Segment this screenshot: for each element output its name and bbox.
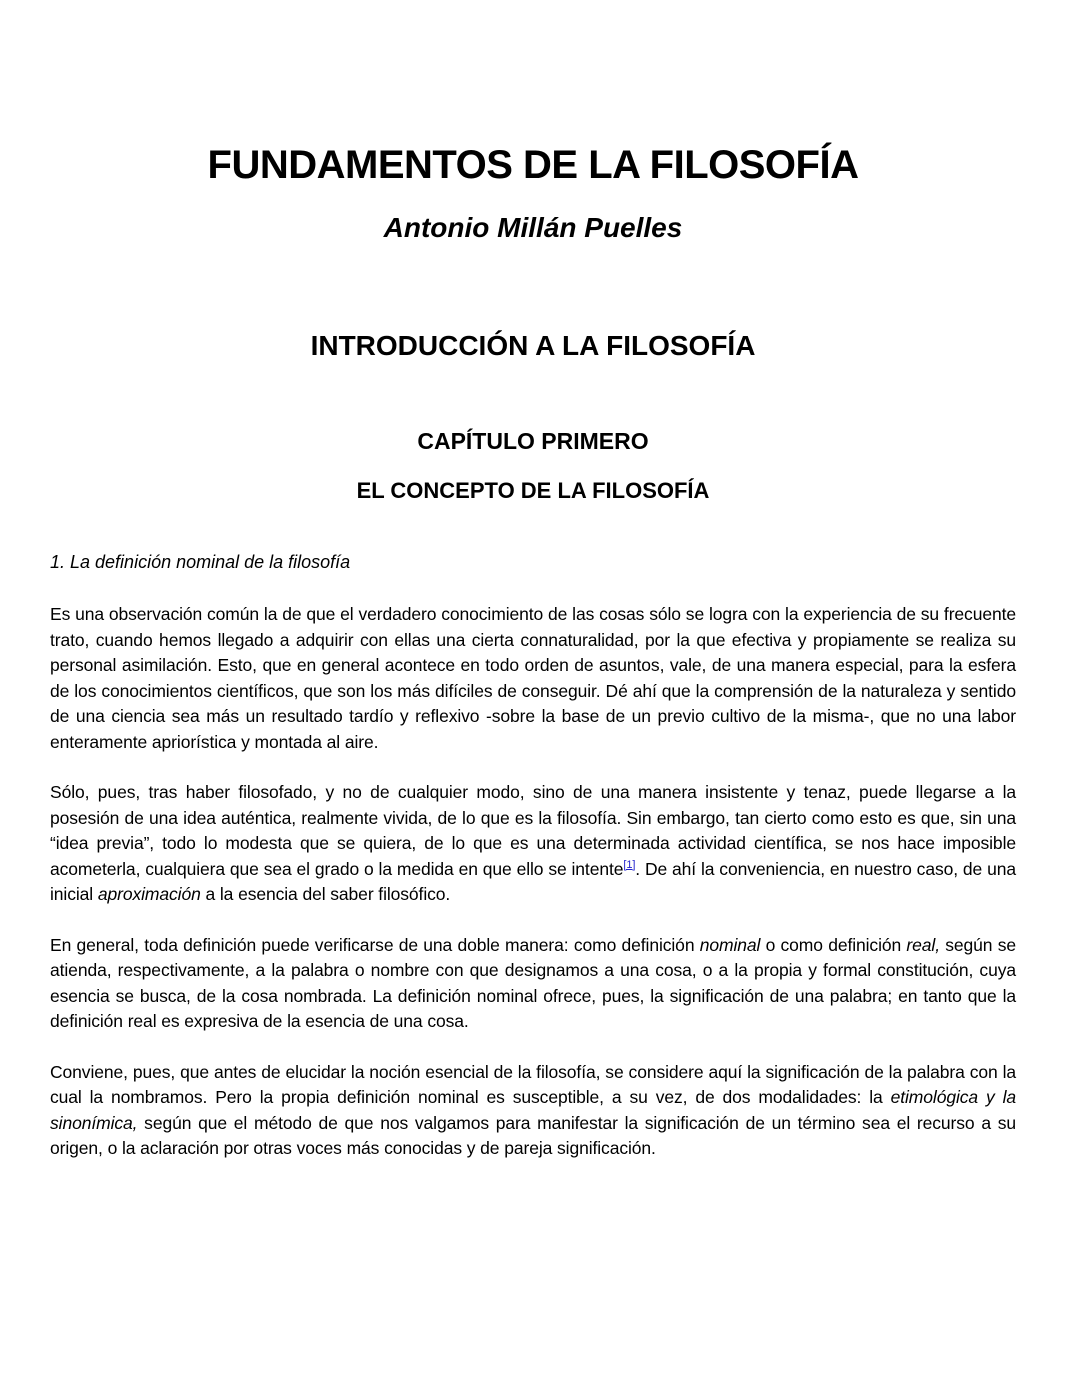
footnote-link[interactable]: [1] [623, 858, 636, 871]
body-text: . De ahí la conveniencia, en nuestro caso, de una inicial [50, 858, 1016, 904]
emphasized-text: nominal [699, 934, 761, 955]
body-text: o como definición [760, 934, 907, 955]
chapter-heading: CAPÍTULO PRIMERO [417, 428, 649, 454]
intro-heading: INTRODUCCIÓN A LA FILOSOFÍA [310, 330, 756, 361]
body-text: Conviene, pues, que antes de elucidar la noción esencial de la filosofía, se considere aquí la significación de la palabra con la cual la nombramos. Pero la propia definición nominal es susceptible, a su vez, de dos modalidades: la [50, 1061, 1016, 1107]
emphasized-text: aproximación [97, 884, 201, 904]
body-text: a la esencia del saber filosófico. [200, 884, 451, 904]
body-paragraphs [50, 602, 1016, 1162]
chapter-title: EL CONCEPTO DE LA FILOSOFÍA [356, 478, 710, 503]
document-title: FUNDAMENTOS DE LA FILOSOFÍA [207, 143, 859, 187]
body-text: En general, toda definición puede verificarse de una doble manera: como definición [50, 934, 700, 955]
paragraph [50, 602, 1016, 755]
footnote-superscript [623, 859, 635, 871]
paragraph [50, 780, 1016, 908]
emphasized-text: etimológica y la sinonímica, [50, 1087, 1017, 1133]
body-text: Es una observación común la de que el verdadero conocimiento de las cosas sólo se logra con la experiencia de su frecuente trato, cuando hemos llegado a adquirir con ellas una cierta connaturalidad, por la que efectiva y propiamente se realiza su personal asimilación. Esto, que en general acontece en todo orden de asuntos, vale, de una manera especial, para la esfera de los conocimientos científicos, que son los más difíciles de conseguir. Dé ahí que la comprensión de la naturaleza y sentido de una ciencia sea más un resultado tardío y reflexivo -sobre la base de un previo cultivo de la misma-, que no una labor enteramente apriorística y montada al aire. [50, 604, 1016, 752]
section-heading: 1. La definición nominal de la filosofía [50, 552, 351, 572]
paragraph [50, 933, 1016, 1035]
emphasized-text: real, [906, 934, 940, 955]
body-text: según que el método de que nos valgamos para manifestar la significación de un término sea el recurso a su origen, o la aclaración por otras voces más conocidas y de pareja significación. [50, 1112, 1016, 1158]
paragraph [50, 1060, 1016, 1162]
body-text: Sólo, pues, tras haber filosofado, y no de cualquier modo, sino de una manera insistente y tenaz, puede llegarse a la posesión de una idea auténtica, realmente vivida, de lo que es la filosofía. Sin embargo, tan cierto como esto es que, sin una “idea previa”, todo lo modesta que se quiera, de lo que es una determinada actividad científica, se nos hace imposible acometerla, cualquiera que sea el grado o la medida en que ello se intente [50, 782, 1016, 879]
body-text: según se atienda, respectivamente, a la palabra o nombre con que designamos a una cosa, o a la propia y formal constitución, cuya esencia se busca, de la cosa nombrada. La definición nominal ofrece, pues, la significación de una palabra; en tanto que la definición real es expresiva de la esencia de una cosa. [50, 934, 1016, 1031]
document-author: Antonio Millán Puelles [383, 212, 683, 243]
